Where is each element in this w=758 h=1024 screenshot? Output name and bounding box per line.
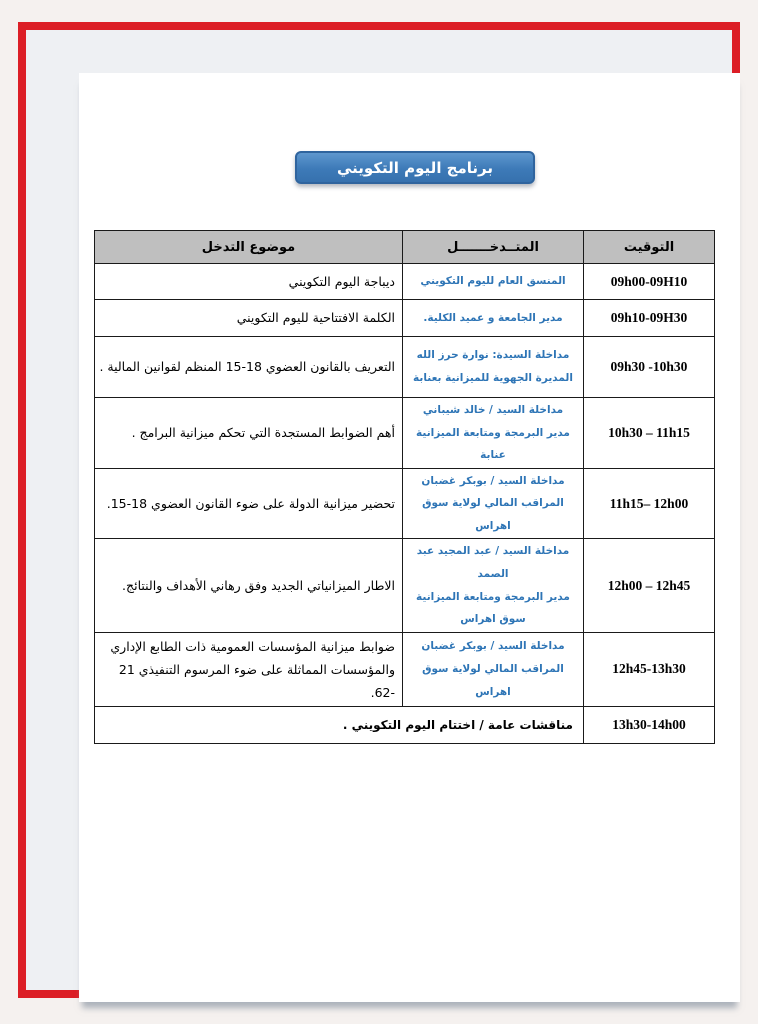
speaker-cell	[403, 264, 584, 300]
column-header-speaker: المتــدخـــــــل	[403, 231, 584, 264]
topic-cell: ضوابط ميزانية المؤسسات العمومية ذات الطابع الإداري والمؤسسات المماثلة على ضوء المرسوم التنفيذي 21 -62.	[95, 632, 403, 706]
document-page	[79, 73, 740, 1002]
speaker-line: مدير البرمجة ومتابعة الميزانية	[416, 590, 570, 603]
speaker-line: مداخلة السيدة: نوارة حرز الله	[416, 349, 570, 362]
speaker-line: مداخلة السيد / بوبكر غضبان	[421, 640, 565, 653]
time-cell: 09h00-09H10	[584, 264, 715, 300]
speaker-line: مدير البرمجة ومتابعة الميزانية عنابة	[416, 426, 570, 462]
table-row	[95, 337, 715, 398]
table-row	[95, 707, 715, 744]
topic-cell: الاطار الميزانياتي الجديد وفق رهاني الأهداف والنتائج.	[95, 539, 403, 632]
closing-session-cell: مناقشات عامة / اختتام اليوم التكويني .	[95, 707, 584, 744]
time-cell: 11h15– 12h00	[584, 468, 715, 539]
table-header-row	[95, 231, 715, 264]
time-cell: 10h30 – 11h15	[584, 398, 715, 469]
speaker-line: مدير الجامعة و عميد الكلية.	[423, 311, 563, 324]
speaker-cell	[403, 468, 584, 539]
speaker-line: المديرة الجهوية للميزانية بعنابة	[413, 372, 573, 384]
table-row	[95, 264, 715, 300]
program-table	[94, 230, 715, 744]
topic-cell: أهم الضوابط المستجدة التي تحكم ميزانية البرامج .	[95, 398, 403, 469]
time-cell: 09h30 -10h30	[584, 337, 715, 398]
column-header-topic: موضوع التدخل	[95, 231, 403, 264]
speaker-line: المنسق العام لليوم التكويني	[420, 275, 566, 288]
table-row	[95, 539, 715, 632]
table-row	[95, 398, 715, 469]
topic-cell: ديباجة اليوم التكويني	[95, 264, 403, 300]
time-cell: 13h30-14h00	[584, 707, 715, 744]
speaker-cell	[403, 398, 584, 469]
title-banner	[295, 151, 535, 184]
table-row	[95, 468, 715, 539]
table-row	[95, 300, 715, 337]
page-title: برنامج اليوم التكويني	[336, 158, 494, 177]
time-cell: 12h00 – 12h45	[584, 539, 715, 632]
topic-cell: التعريف بالقانون العضوي 18-15 المنظم لقوانين المالية .	[95, 337, 403, 398]
topic-cell: الكلمة الافتتاحية لليوم التكويني	[95, 300, 403, 337]
speaker-line: مداخلة السيد / خالد شيباني	[422, 404, 564, 416]
speaker-line: المراقب المالي لولاية سوق اهراس	[422, 663, 564, 698]
table-row	[95, 632, 715, 706]
speaker-cell	[403, 632, 584, 706]
speaker-line: مداخلة السيد / بوبكر غضبان	[421, 474, 565, 487]
speaker-line: المراقب المالي لولاية سوق اهراس	[422, 497, 564, 532]
time-cell: 09h10-09H30	[584, 300, 715, 337]
speaker-cell	[403, 300, 584, 337]
speaker-line: مداخلة السيد / عبد المجيد عبد الصمد	[416, 545, 570, 580]
red-page-border	[18, 22, 740, 998]
time-cell: 12h45-13h30	[584, 632, 715, 706]
speaker-cell	[403, 337, 584, 398]
speaker-line: سوق اهراس	[460, 613, 526, 626]
column-header-time: التوقيت	[584, 231, 715, 264]
topic-cell: تحضير ميزانية الدولة على ضوء القانون العضوي 18-15.	[95, 468, 403, 539]
speaker-cell	[403, 539, 584, 632]
